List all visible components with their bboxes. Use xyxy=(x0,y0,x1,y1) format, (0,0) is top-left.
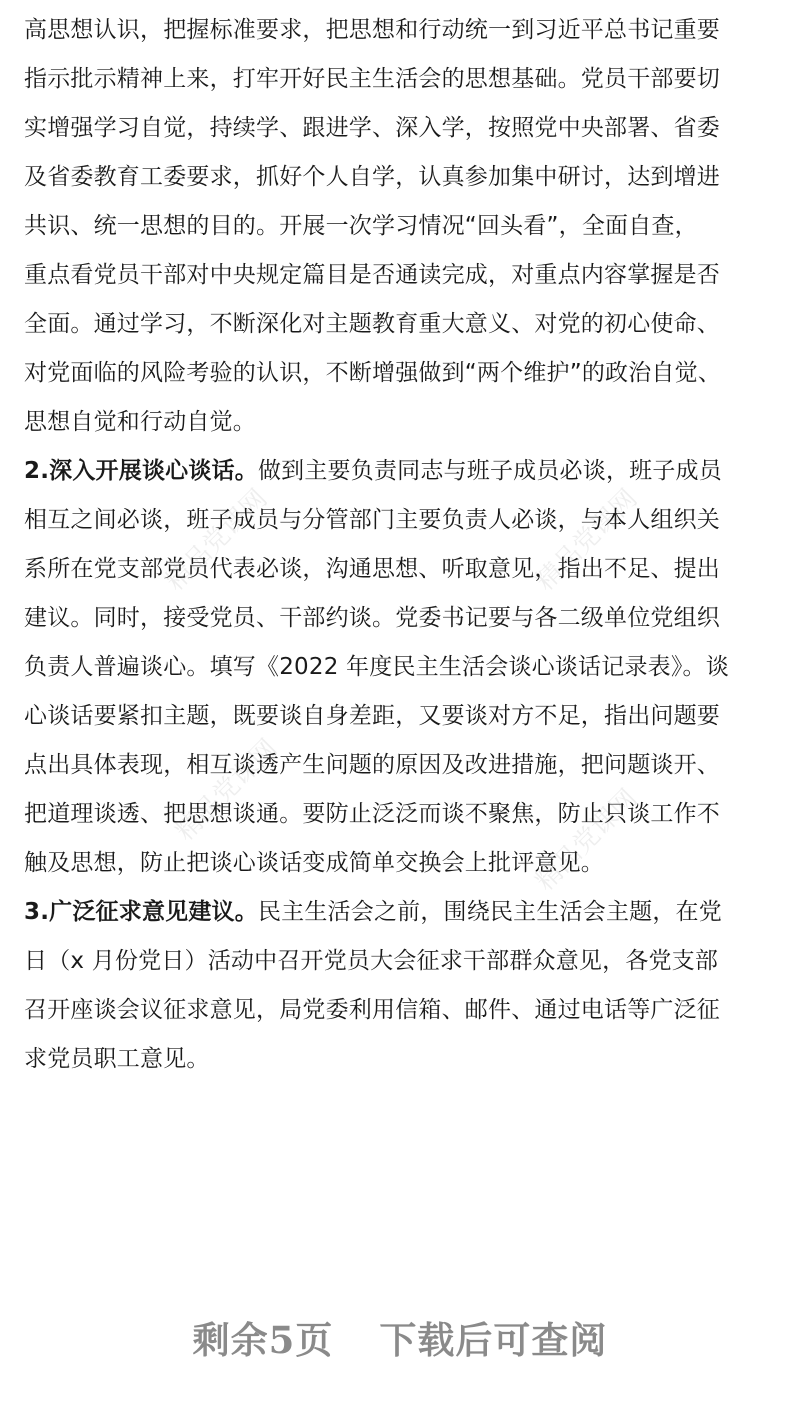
paragraph-line: 建议。同时，接受党员、干部约谈。党委书记要与各二级单位党组织 xyxy=(24,605,720,631)
paragraph-line: 把道理谈透、把思想谈通。要防止泛泛而谈不聚焦，防止只谈工作不 xyxy=(24,801,720,827)
download-to-view-label: 下载后可查阅 xyxy=(379,1318,608,1362)
paragraph-line: 点出具体表现，相互谈透产生问题的原因及改进措施，把问题谈开、 xyxy=(24,752,720,778)
section-2-first-line xyxy=(24,447,784,496)
paragraph-line: 系所在党支部党员代表必谈，沟通思想、听取意见，指出不足、提出 xyxy=(24,556,720,582)
paragraph-line: 日（x 月份党日）活动中召开党员大会征求干部群众意见，各党支部 xyxy=(24,948,719,974)
paragraph-line: 求党员职工意见。 xyxy=(24,1046,210,1072)
section-3-heading: 3.广泛征求意见建议。 xyxy=(24,899,258,925)
section-2-text: 做到主要负责同志与班子成员必谈，班子成员 xyxy=(257,458,722,484)
section-3-first-line xyxy=(24,888,784,937)
paragraph-line: 召开座谈会议征求意见，局党委利用信箱、邮件、通过电话等广泛征 xyxy=(24,997,720,1023)
paragraph-line: 对党面临的风险考验的认识，不断增强做到“两个维护”的政治自觉、 xyxy=(24,360,722,386)
paragraph-line: 指示批示精神上来，打牢开好民主生活会的思想基础。党员干部要切 xyxy=(24,66,720,92)
watermark: 精品党课网 xyxy=(160,483,274,597)
watermark: 精品党课网 xyxy=(530,783,644,897)
paragraph-line: 全面。通过学习，不断深化对主题教育重大意义、对党的初心使命、 xyxy=(24,311,720,337)
paragraph-line: 相互之间必谈，班子成员与分管部门主要负责人必谈，与本人组织关 xyxy=(24,507,720,533)
watermark: 精品党课网 xyxy=(170,733,284,847)
paragraph-line: 思想自觉和行动自觉。 xyxy=(24,409,256,435)
watermark: 精品党课网 xyxy=(530,483,644,597)
paragraph-line: 实增强学习自觉，持续学、跟进学、深入学，按照党中央部署、省委 xyxy=(24,115,720,141)
document-body xyxy=(24,6,784,1084)
paragraph-line: 负责人普遍谈心。填写《2022 年度民主生活会谈心谈话记录表》。谈 xyxy=(24,654,729,680)
remaining-pages-label: 剩余5页 xyxy=(192,1318,334,1362)
section-2-heading: 2.深入开展谈心谈话。 xyxy=(24,458,258,484)
paragraph-line: 心谈话要紧扣主题，既要谈自身差距，又要谈对方不足，指出问题要 xyxy=(24,703,720,729)
section-3-text: 民主生活会之前，围绕民主生活会主题，在党 xyxy=(257,899,722,925)
paragraph-line: 共识、统一思想的目的。开展一次学习情况“回头看”，全面自查， xyxy=(24,213,698,239)
paragraph-line: 触及思想，防止把谈心谈话变成简单交换会上批评意见。 xyxy=(24,850,604,876)
paragraph-line: 重点看党员干部对中央规定篇目是否通读完成，对重点内容掌握是否 xyxy=(24,262,720,288)
paragraph-line: 及省委教育工委要求，抓好个人自学，认真参加集中研讨，达到增进 xyxy=(24,164,720,190)
paragraph-line: 高思想认识，把握标准要求，把思想和行动统一到习近平总书记重要 xyxy=(24,17,720,43)
download-banner[interactable] xyxy=(0,1310,800,1364)
